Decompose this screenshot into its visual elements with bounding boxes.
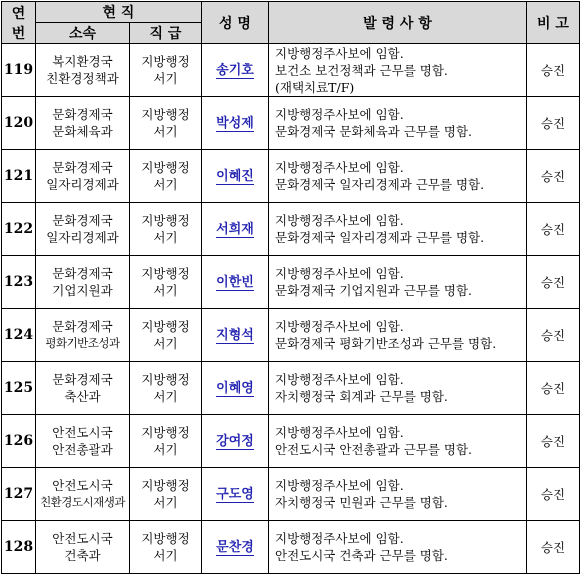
table-row <box>2 150 580 203</box>
order-cell <box>269 97 527 150</box>
dept-bureau: 문화경제국 <box>52 160 113 175</box>
row-number: 125 <box>2 362 36 415</box>
dept-cell <box>36 415 130 468</box>
row-number: 124 <box>2 309 36 362</box>
header-note: 비 고 <box>527 2 580 44</box>
order-cell <box>269 362 527 415</box>
header-no-line1: 연 <box>11 5 26 22</box>
order-cell <box>269 150 527 203</box>
order-line2: 문화경제국 평화기반조성과 근무를 명함. <box>275 336 497 351</box>
grade-line1: 지방행정 <box>141 54 190 69</box>
row-number: 127 <box>2 468 36 521</box>
table-row <box>2 415 580 468</box>
grade-line2: 서기 <box>153 336 178 351</box>
header-dept: 소속 <box>36 23 130 44</box>
order-line2: 문화경제국 일자리경제과 근무를 명함. <box>275 230 485 245</box>
dept-bureau: 문화경제국 <box>52 107 113 122</box>
dept-bureau: 문화경제국 <box>52 319 113 334</box>
person-name: 지형석 <box>216 327 254 343</box>
name-cell <box>202 150 269 203</box>
dept-bureau: 문화경제국 <box>52 266 113 281</box>
grade-line1: 지방행정 <box>141 319 190 334</box>
person-name: 박성제 <box>216 115 254 131</box>
grade-cell <box>130 309 202 362</box>
note-cell: 승진 <box>527 97 580 150</box>
dept-cell <box>36 203 130 256</box>
dept-bureau: 문화경제국 <box>52 372 113 387</box>
grade-cell <box>130 97 202 150</box>
table-row <box>2 362 580 415</box>
dept-bureau: 안전도시국 <box>52 531 113 546</box>
dept-bureau: 안전도시국 <box>52 425 113 440</box>
order-line1: 지방행정주사보에 임함. <box>275 160 404 175</box>
grade-cell <box>130 256 202 309</box>
order-line3: (재택치료T/F) <box>275 79 355 95</box>
table-row <box>2 468 580 521</box>
person-name: 문찬경 <box>216 539 254 555</box>
dept-division: 문화체육과 <box>52 124 113 139</box>
grade-cell <box>130 203 202 256</box>
table-row <box>2 256 580 309</box>
order-line1: 지방행정주사보에 임함. <box>275 319 404 334</box>
person-name: 송기호 <box>216 62 254 78</box>
order-line1: 지방행정주사보에 임함. <box>275 213 404 228</box>
header-name: 성 명 <box>202 2 269 44</box>
row-number: 126 <box>2 415 36 468</box>
grade-line2: 서기 <box>153 442 178 457</box>
note-cell: 승진 <box>527 415 580 468</box>
dept-division: 건축과 <box>64 548 101 563</box>
grade-cell <box>130 44 202 97</box>
dept-division: 일자리경제과 <box>46 230 119 245</box>
order-cell <box>269 521 527 574</box>
row-number: 121 <box>2 150 36 203</box>
name-cell <box>202 97 269 150</box>
dept-cell <box>36 362 130 415</box>
dept-cell <box>36 256 130 309</box>
order-line2: 자치행정국 회계과 근무를 명함. <box>275 389 448 404</box>
grade-cell <box>130 468 202 521</box>
order-cell <box>269 468 527 521</box>
name-cell <box>202 468 269 521</box>
order-line2: 안전도시국 안전총괄과 근무를 명함. <box>275 442 473 457</box>
note-cell: 승진 <box>527 150 580 203</box>
table-row <box>2 203 580 256</box>
order-cell <box>269 256 527 309</box>
table-row <box>2 44 580 97</box>
order-line2: 문화경제국 기업지원과 근무를 명함. <box>275 283 473 298</box>
header-current: 현 직 <box>36 2 202 23</box>
table-row <box>2 521 580 574</box>
order-cell <box>269 203 527 256</box>
grade-line1: 지방행정 <box>141 372 190 387</box>
name-cell <box>202 256 269 309</box>
order-line1: 지방행정주사보에 임함. <box>275 107 404 122</box>
dept-division: 친환경도시재생과 <box>40 495 125 509</box>
grade-line1: 지방행정 <box>141 107 190 122</box>
row-number: 120 <box>2 97 36 150</box>
personnel-order-table <box>1 1 580 574</box>
grade-line2: 서기 <box>153 283 178 298</box>
dept-bureau: 안전도시국 <box>52 478 113 493</box>
grade-line2: 서기 <box>153 389 178 404</box>
name-cell <box>202 415 269 468</box>
dept-division: 안전총괄과 <box>52 442 113 457</box>
grade-line1: 지방행정 <box>141 160 190 175</box>
note-cell: 승진 <box>527 44 580 97</box>
order-line2: 문화경제국 일자리경제과 근무를 명함. <box>275 177 485 192</box>
grade-line1: 지방행정 <box>141 266 190 281</box>
dept-cell <box>36 150 130 203</box>
header-grade: 직 급 <box>130 23 202 44</box>
order-line1: 지방행정주사보에 임함. <box>275 425 404 440</box>
note-cell: 승진 <box>527 521 580 574</box>
dept-cell <box>36 309 130 362</box>
person-name: 구도영 <box>216 486 254 502</box>
order-line2: 안전도시국 건축과 근무를 명함. <box>275 548 448 563</box>
grade-line1: 지방행정 <box>141 425 190 440</box>
grade-cell <box>130 521 202 574</box>
dept-cell <box>36 44 130 97</box>
order-line2: 자치행정국 민원과 근무를 명함. <box>275 495 448 510</box>
order-cell <box>269 415 527 468</box>
note-cell: 승진 <box>527 468 580 521</box>
dept-division: 평화기반조성과 <box>45 336 120 350</box>
dept-cell <box>36 468 130 521</box>
name-cell <box>202 521 269 574</box>
grade-line2: 서기 <box>153 177 178 192</box>
dept-division: 기업지원과 <box>52 283 113 298</box>
person-name: 강여정 <box>216 433 254 449</box>
note-cell: 승진 <box>527 256 580 309</box>
name-cell <box>202 203 269 256</box>
person-name: 이한빈 <box>216 274 254 290</box>
order-line1: 지방행정주사보에 임함. <box>275 372 404 387</box>
order-line1: 지방행정주사보에 임함. <box>275 45 404 61</box>
name-cell <box>202 362 269 415</box>
order-line1: 지방행정주사보에 임함. <box>275 266 404 281</box>
person-name: 서희재 <box>216 221 254 237</box>
dept-division: 친환경정책과 <box>46 71 119 86</box>
row-number: 123 <box>2 256 36 309</box>
dept-bureau: 복지환경국 <box>52 54 113 69</box>
dept-division: 축산과 <box>64 389 101 404</box>
grade-cell <box>130 150 202 203</box>
order-line1: 지방행정주사보에 임함. <box>275 531 404 546</box>
note-cell: 승진 <box>527 309 580 362</box>
grade-line2: 서기 <box>153 124 178 139</box>
dept-bureau: 문화경제국 <box>52 213 113 228</box>
grade-line2: 서기 <box>153 230 178 245</box>
dept-cell <box>36 521 130 574</box>
table-row <box>2 97 580 150</box>
header-no-line2: 번 <box>11 25 26 42</box>
row-number: 128 <box>2 521 36 574</box>
grade-line2: 서기 <box>153 548 178 563</box>
order-line2: 문화경제국 문화체육과 근무를 명함. <box>275 124 473 139</box>
order-cell <box>269 309 527 362</box>
order-line1: 지방행정주사보에 임함. <box>275 478 404 493</box>
grade-line2: 서기 <box>153 495 178 510</box>
header-order: 발 령 사 항 <box>269 2 527 44</box>
grade-line1: 지방행정 <box>141 531 190 546</box>
dept-division: 일자리경제과 <box>46 177 119 192</box>
name-cell <box>202 44 269 97</box>
order-cell <box>269 44 527 97</box>
table-row <box>2 309 580 362</box>
name-cell <box>202 309 269 362</box>
dept-cell <box>36 97 130 150</box>
grade-line1: 지방행정 <box>141 478 190 493</box>
header-row-top <box>2 2 580 23</box>
grade-cell <box>130 415 202 468</box>
note-cell: 승진 <box>527 362 580 415</box>
grade-line1: 지방행정 <box>141 213 190 228</box>
order-line2: 보건소 보건정책과 근무를 명함. <box>275 62 448 78</box>
grade-cell <box>130 362 202 415</box>
note-cell: 승진 <box>527 203 580 256</box>
person-name: 이혜진 <box>216 168 254 184</box>
grade-line2: 서기 <box>153 71 178 86</box>
person-name: 이혜영 <box>216 380 254 396</box>
header-no <box>2 2 36 44</box>
row-number: 119 <box>2 44 36 97</box>
row-number: 122 <box>2 203 36 256</box>
